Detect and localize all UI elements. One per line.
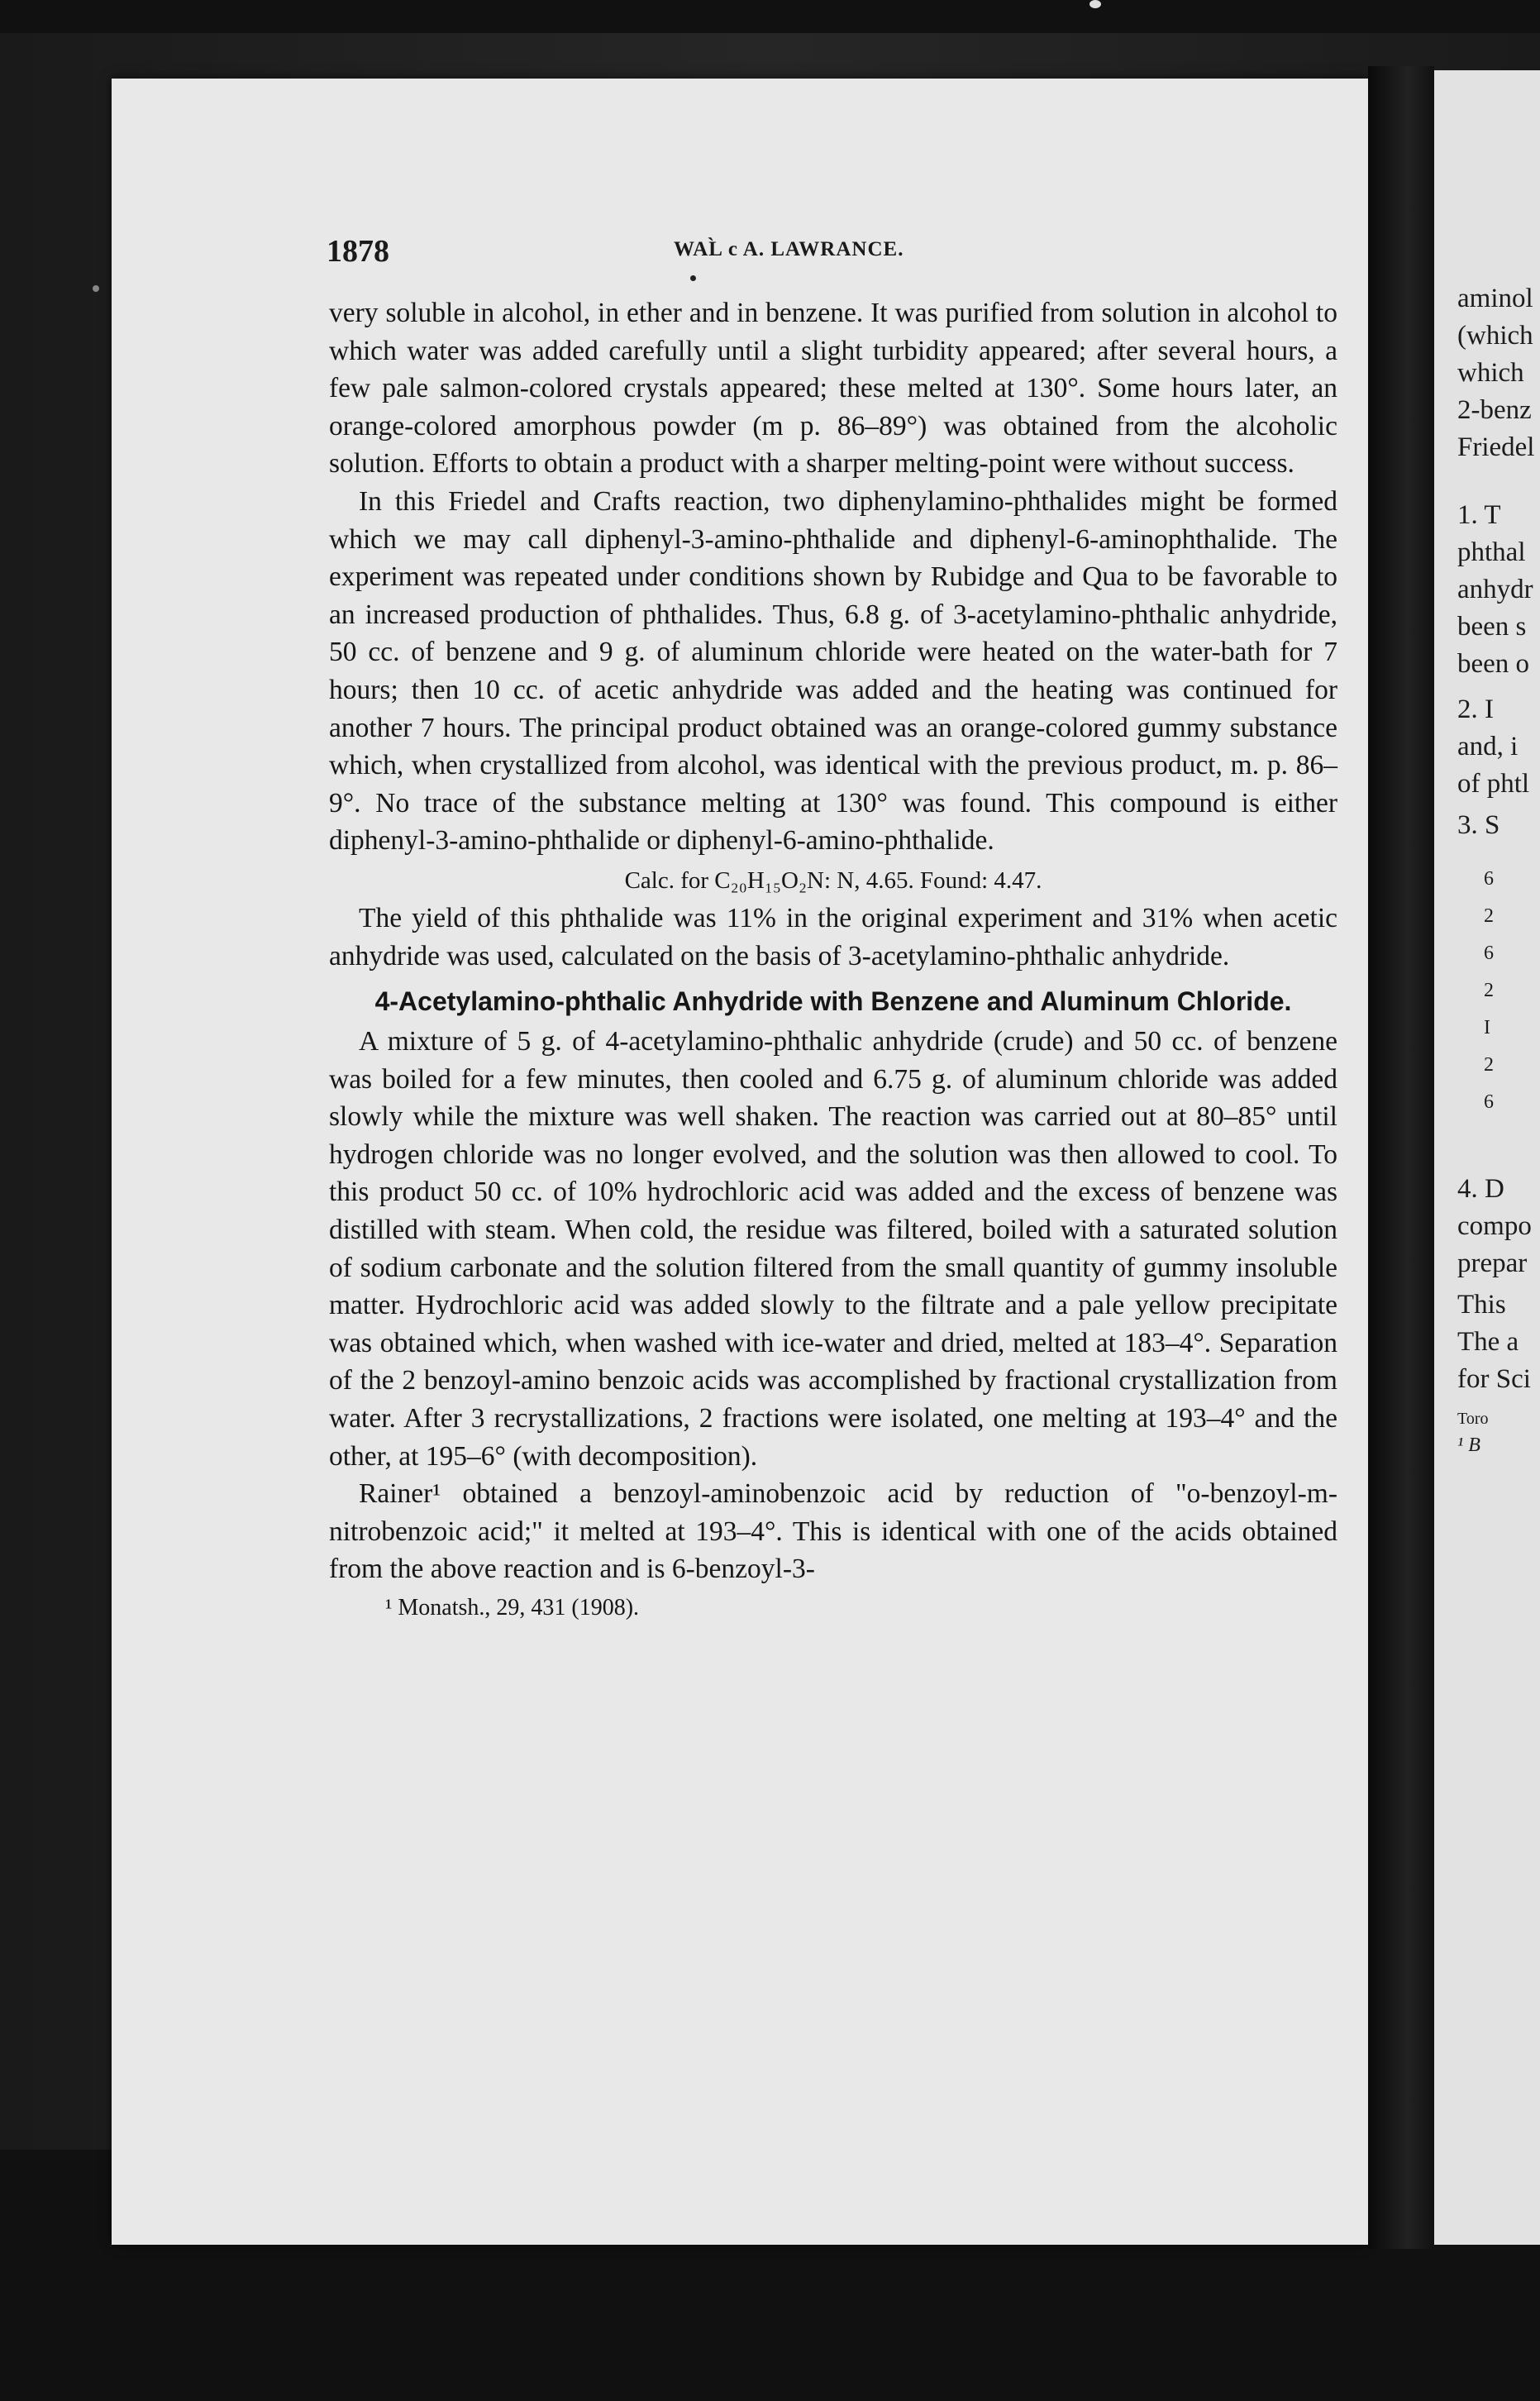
adjacent-page-line: phthal xyxy=(1457,537,1526,567)
page-header xyxy=(327,233,1327,269)
adjacent-page-line: been o xyxy=(1457,649,1530,679)
adjacent-page-line: This xyxy=(1457,1290,1506,1320)
adjacent-page-line: Toro xyxy=(1457,1410,1489,1428)
adjacent-page-line: and, i xyxy=(1457,732,1519,761)
adjacent-page-line: The a xyxy=(1457,1327,1519,1357)
paragraph: Rainer¹ obtained a benzoyl-aminobenzoic acid by reduction of "o-benzoyl-m-nitrobenzoic acid;" it melted at 193–4°. This is identical with one of the acids obtained from the above reaction and is 6-benzoyl-3- xyxy=(329,1478,1337,1585)
adjacent-page-line: which xyxy=(1457,358,1524,388)
adjacent-page-line: 6 xyxy=(1484,1091,1494,1113)
paragraph: The yield of this phthalide was 11% in the original experiment and 31% when acetic anhydride was used, calculated on the basis of 3-acetylamino-phthalic anhydride. xyxy=(329,902,1337,971)
paragraph: In this Friedel and Crafts reaction, two diphenylamino-phthalides might be formed which we may call diphenyl-3-amino-phthalide and diphenyl-6-aminophthalide. The experiment was repeated under conditions shown by Rubidge and Qua to be favorable to an increased production of phthalides. Thus, 6.8 g. of 3-acetylamino-phthalic anhydride, 50 cc. of benzene and 9 g. of aluminum chloride were heated on the water-bath for 7 hours; then 10 cc. of acetic anhydride was added and the heating was continued for another 7 hours. The principal product obtained was an orange-colored gummy substance which, when crystallized from alcohol, was identical with the previous product, m. p. 86–9°. No trace of the substance melting at 130° was found. This compound is either diphenyl-3-amino-phthalide or diphenyl-6-amino-phthalide. xyxy=(329,485,1337,857)
adjacent-page-line: prepar xyxy=(1457,1248,1528,1278)
dust-speck xyxy=(1089,0,1101,8)
adjacent-page-line: 6 xyxy=(1484,868,1494,890)
dust-speck xyxy=(93,285,99,292)
adjacent-page-line: 2 xyxy=(1484,1054,1494,1076)
adjacent-page-fragment xyxy=(1434,70,1540,2245)
adjacent-page-line: 1. T xyxy=(1457,500,1501,530)
adjacent-page-line: ¹ B xyxy=(1457,1434,1480,1456)
analysis-line: Calc. for C₂₀H₁₅O₂N: N, 4.65. Found: 4.47. xyxy=(624,866,1042,894)
adjacent-page-line: (which xyxy=(1457,321,1533,351)
section-heading: 4-Acetylamino-phthalic Anhydride with Benzene and Aluminum Chloride. xyxy=(374,986,1292,1017)
adjacent-page-line: I xyxy=(1484,1017,1490,1038)
adjacent-page-line: anhydr xyxy=(1457,575,1533,604)
adjacent-page-line: of phtl xyxy=(1457,769,1530,799)
paragraph: very soluble in alcohol, in ether and in benzene. It was purified from solution in alcohol to which water was added carefully until a slight turbidity appeared; after several hours, a few pale salmon-colored crystals appeared; these melted at 130°. Some hours later, an orange-colored amorphous powder (m p. 86–89°) was obtained from the alcoholic solution. Efforts to obtain a product with a sharper melting-point were without success. xyxy=(329,298,1337,480)
adjacent-page-line: Friedel xyxy=(1457,432,1535,462)
adjacent-page-line: compo xyxy=(1457,1211,1532,1241)
adjacent-page-line: been s xyxy=(1457,612,1527,642)
body-text xyxy=(329,294,1337,1625)
adjacent-page-line: for Sci xyxy=(1457,1364,1531,1394)
paragraph: A mixture of 5 g. of 4-acetylamino-phthalic anhydride (crude) and 50 cc. of benzene was boiled for a few minutes, then cooled and 6.75 g. of aluminum chloride was added slowly while the mixture was well shaken. The reaction was carried out at 80–85° until hydrogen chloride was no longer evolved, and the solution was then allowed to cool. To this product 50 cc. of 10% hydrochloric acid was added and the excess of benzene was distilled with steam. When cold, the residue was filtered, boiled with a saturated solution of sodium carbonate and the solution filtered from the small quantity of gummy insoluble matter. Hydrochloric acid was added slowly to the filtrate and a pale yellow precipitate was obtained which, when washed with ice-water and dried, melted at 183–4°. Separation of the 2 benzoyl-amino benzoic acids was accomplished by fractional crystallization from water. After 3 recrystallizations, 2 fractions were isolated, one melting at 193–4° and the other, at 195–6° (with decomposition). xyxy=(329,1026,1337,1472)
adjacent-page-line: 2 xyxy=(1484,905,1494,927)
ink-dot xyxy=(690,275,696,281)
running-head: WAL̀ c A. LAWRANCE. xyxy=(674,238,904,260)
adjacent-page-line: 2 xyxy=(1484,980,1494,1001)
adjacent-page-line: 3. S xyxy=(1457,810,1500,840)
adjacent-page-line: 4. D xyxy=(1457,1174,1504,1204)
page-number: 1878 xyxy=(327,234,389,269)
adjacent-page-line: 2. I xyxy=(1457,695,1494,724)
adjacent-page-line: aminol xyxy=(1457,284,1533,313)
adjacent-page-line: 2-benz xyxy=(1457,395,1532,425)
footnote: ¹ Monatsh., 29, 431 (1908). xyxy=(385,1595,640,1621)
page-gutter-shadow xyxy=(1368,66,1434,2249)
adjacent-page-line: 6 xyxy=(1484,943,1494,964)
